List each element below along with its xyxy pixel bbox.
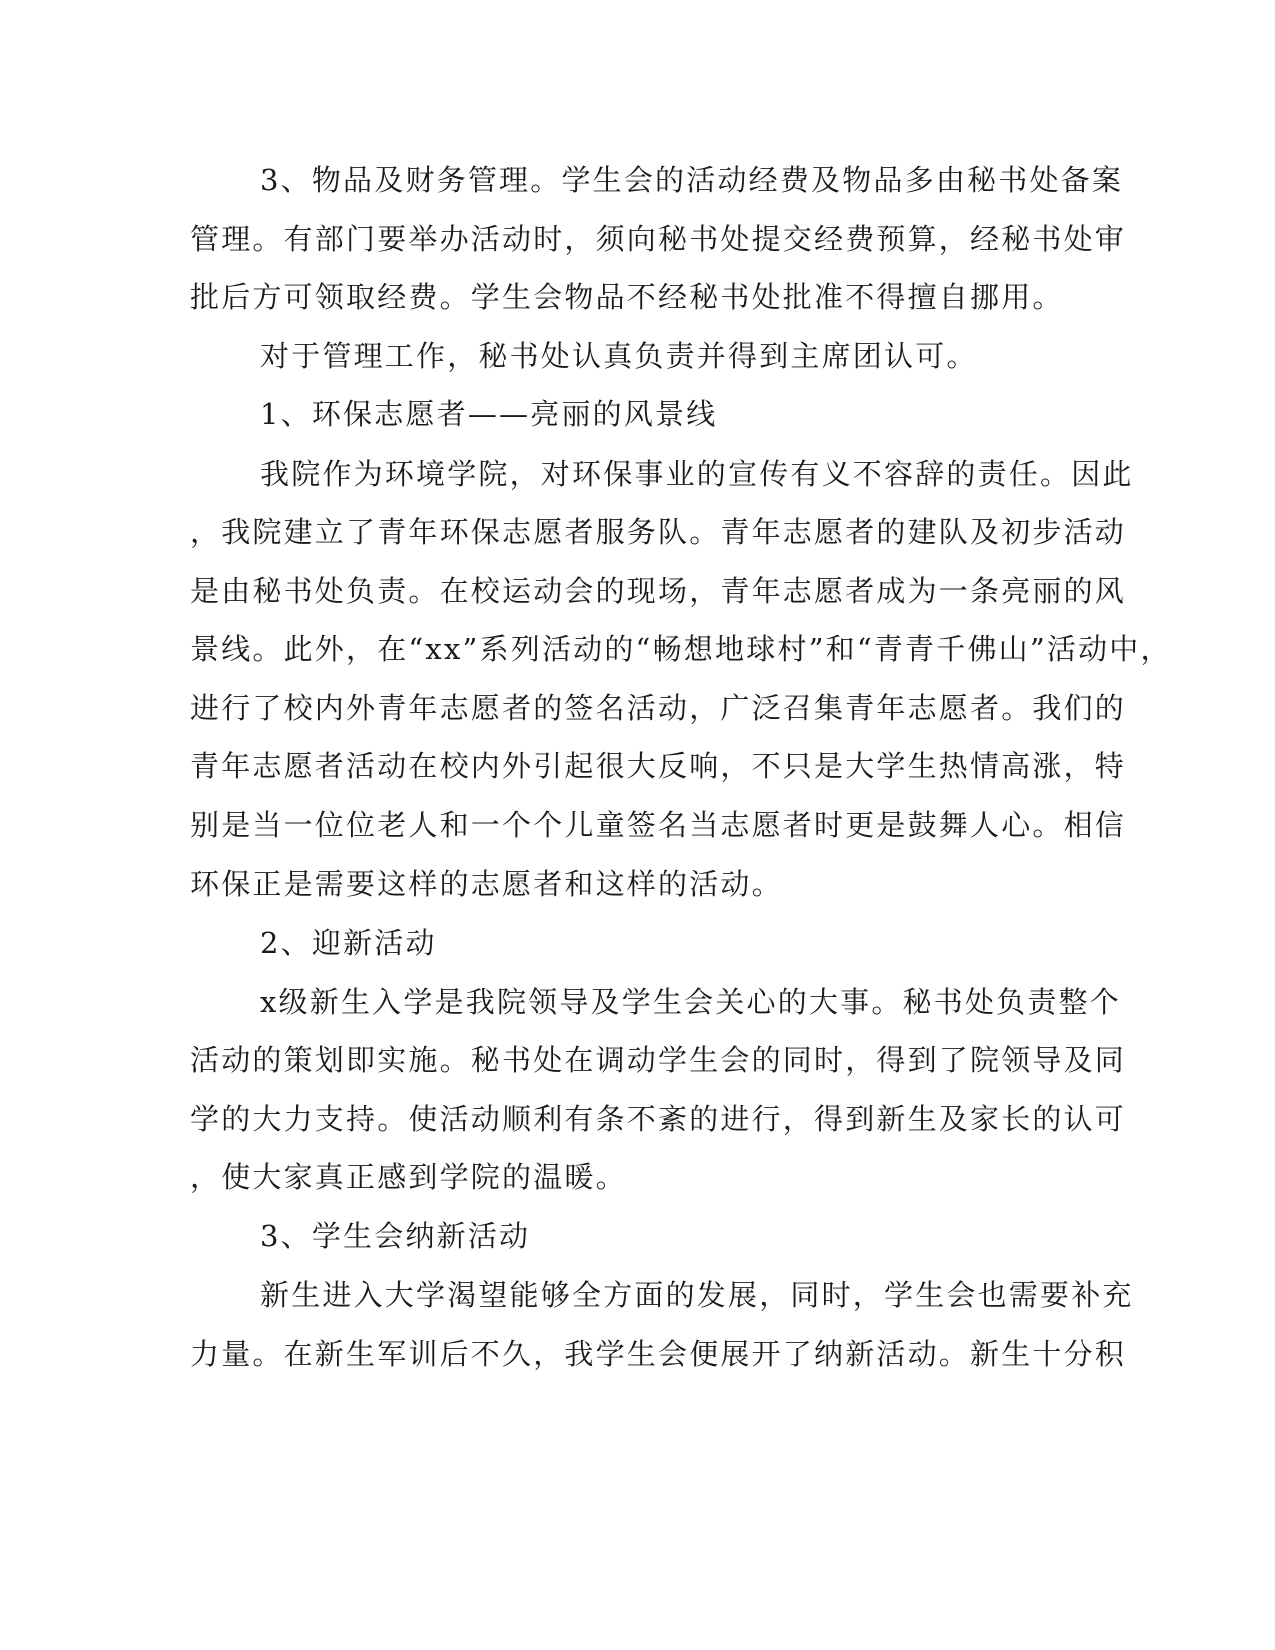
paragraph-line: 管理。有部门要举办活动时，须向秘书处提交经费预算，经秘书处审: [190, 222, 1127, 256]
section-heading: 2、迎新活动: [260, 926, 437, 960]
section-heading: 3、学生会纳新活动: [260, 1219, 531, 1253]
paragraph-line: x级新生入学是我院领导及学生会关心的大事。秘书处负责整个: [260, 985, 1121, 1019]
paragraph-line: 力量。在新生军训后不久，我学生会便展开了纳新活动。新生十分积: [190, 1337, 1127, 1371]
paragraph-line: 我院作为环境学院，对环保事业的宣传有义不容辞的责任。因此: [260, 457, 1134, 491]
paragraph-line: 景线。此外，在“xx”系列活动的“畅想地球村”和“青青千佛山”活动中，: [190, 632, 1172, 666]
section-heading: 1、环保志愿者——亮丽的风景线: [260, 397, 718, 431]
paragraph-line: 环保正是需要这样的志愿者和这样的活动。: [190, 867, 783, 901]
paragraph-line: 是由秘书处负责。在校运动会的现场，青年志愿者成为一条亮丽的风: [190, 574, 1127, 608]
paragraph-line: ，使大家真正感到学院的温暖。: [190, 1160, 627, 1194]
paragraph-line: ，我院建立了青年环保志愿者服务队。青年志愿者的建队及初步活动: [190, 515, 1127, 549]
paragraph-line: 新生进入大学渴望能够全方面的发展，同时，学生会也需要补充: [260, 1278, 1134, 1312]
paragraph-line: 对于管理工作，秘书处认真负责并得到主席团认可。: [260, 339, 978, 373]
paragraph-line: 青年志愿者活动在校内外引起很大反响，不只是大学生热情高涨，特: [190, 749, 1127, 783]
paragraph-line: 批后方可领取经费。学生会物品不经秘书处批准不得擅自挪用。: [190, 280, 1064, 314]
paragraph-line: 进行了校内外青年志愿者的签名活动，广泛召集青年志愿者。我们的: [190, 691, 1127, 725]
paragraph-line: 活动的策划即实施。秘书处在调动学生会的同时，得到了院领导及同: [190, 1043, 1127, 1077]
paragraph-line: 学的大力支持。使活动顺利有条不紊的进行，得到新生及家长的认可: [190, 1102, 1127, 1136]
paragraph-line: 3、物品及财务管理。学生会的活动经费及物品多由秘书处备案: [260, 163, 1124, 197]
paragraph-line: 别是当一位位老人和一个个儿童签名当志愿者时更是鼓舞人心。相信: [190, 808, 1127, 842]
